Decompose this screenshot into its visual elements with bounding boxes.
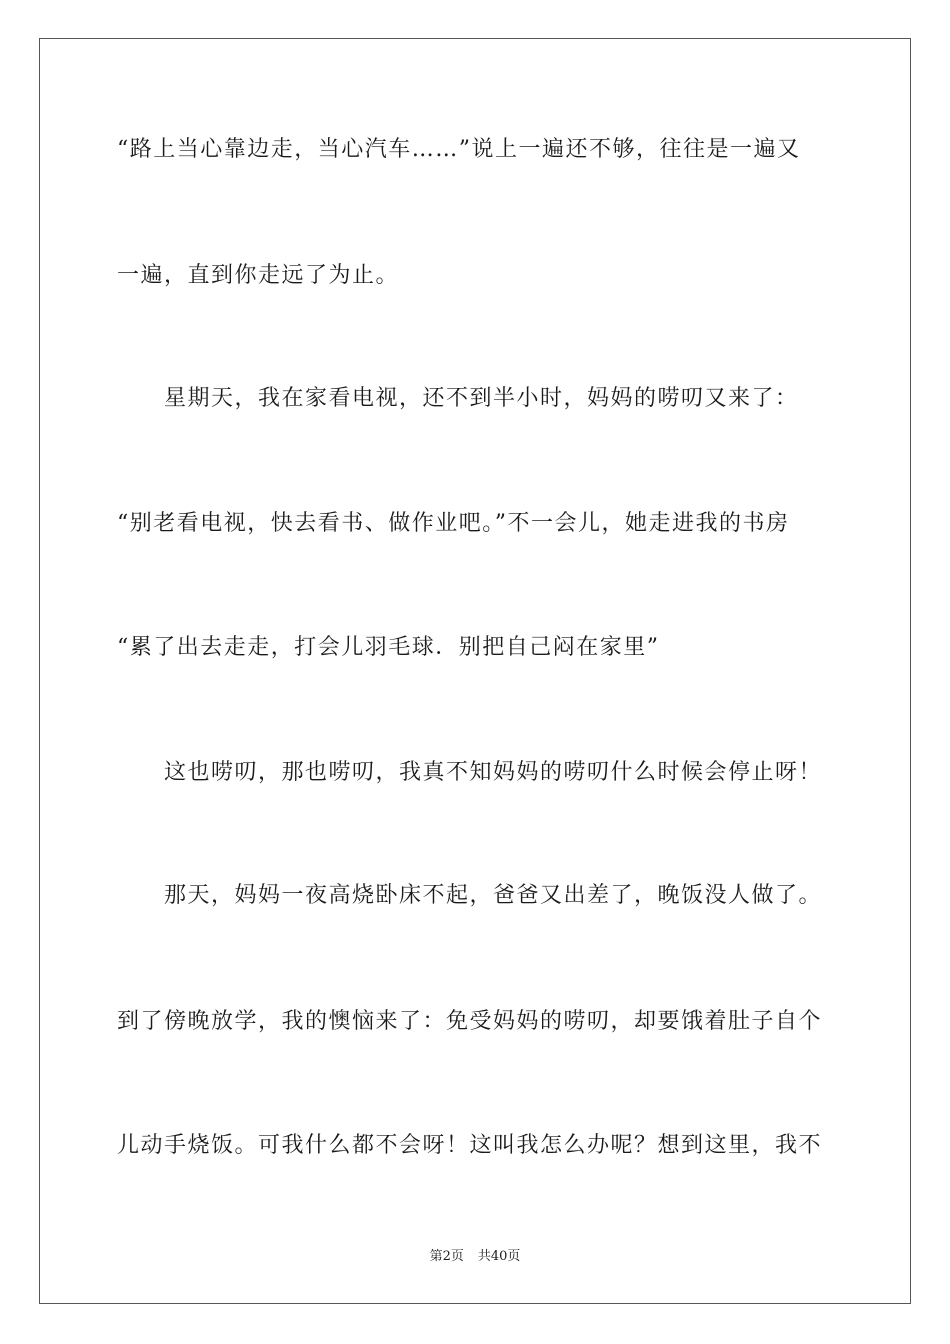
page-total: 共40页 [477, 1249, 521, 1264]
page-footer [0, 1248, 950, 1266]
body-text-line: 儿动手烧饭。可我什么都不会呀！这叫我怎么办呢？想到这里，我不 [117, 1133, 823, 1158]
body-text-line: 这也唠叨，那也唠叨，我真不知妈妈的唠叨什么时候会停止呀！ [117, 760, 823, 785]
body-text-line: 一遍，直到你走远了为止。 [117, 263, 400, 288]
body-text-line: “路上当心靠边走，当心汽车……”说上一遍还不够，往往是一遍又 [117, 137, 801, 162]
body-text-line: 那天，妈妈一夜高烧卧床不起，爸爸又出差了，晚饭没人做了。 [117, 883, 823, 908]
body-text-line: “别老看电视，快去看书、做作业吧。”不一会儿，她走进我的书房 [117, 511, 790, 536]
page-number: 第2页 [429, 1249, 464, 1264]
page-border [39, 38, 911, 1304]
body-text-line: 星期天，我在家看电视，还不到半小时，妈妈的唠叨又来了： [117, 386, 799, 411]
body-text-line: “累了出去走走，打会儿羽毛球．别把自己闷在家里” [117, 635, 660, 660]
body-text-line: 到了傍晚放学，我的懊恼来了：免受妈妈的唠叨，却要饿着肚子自个 [117, 1009, 823, 1034]
